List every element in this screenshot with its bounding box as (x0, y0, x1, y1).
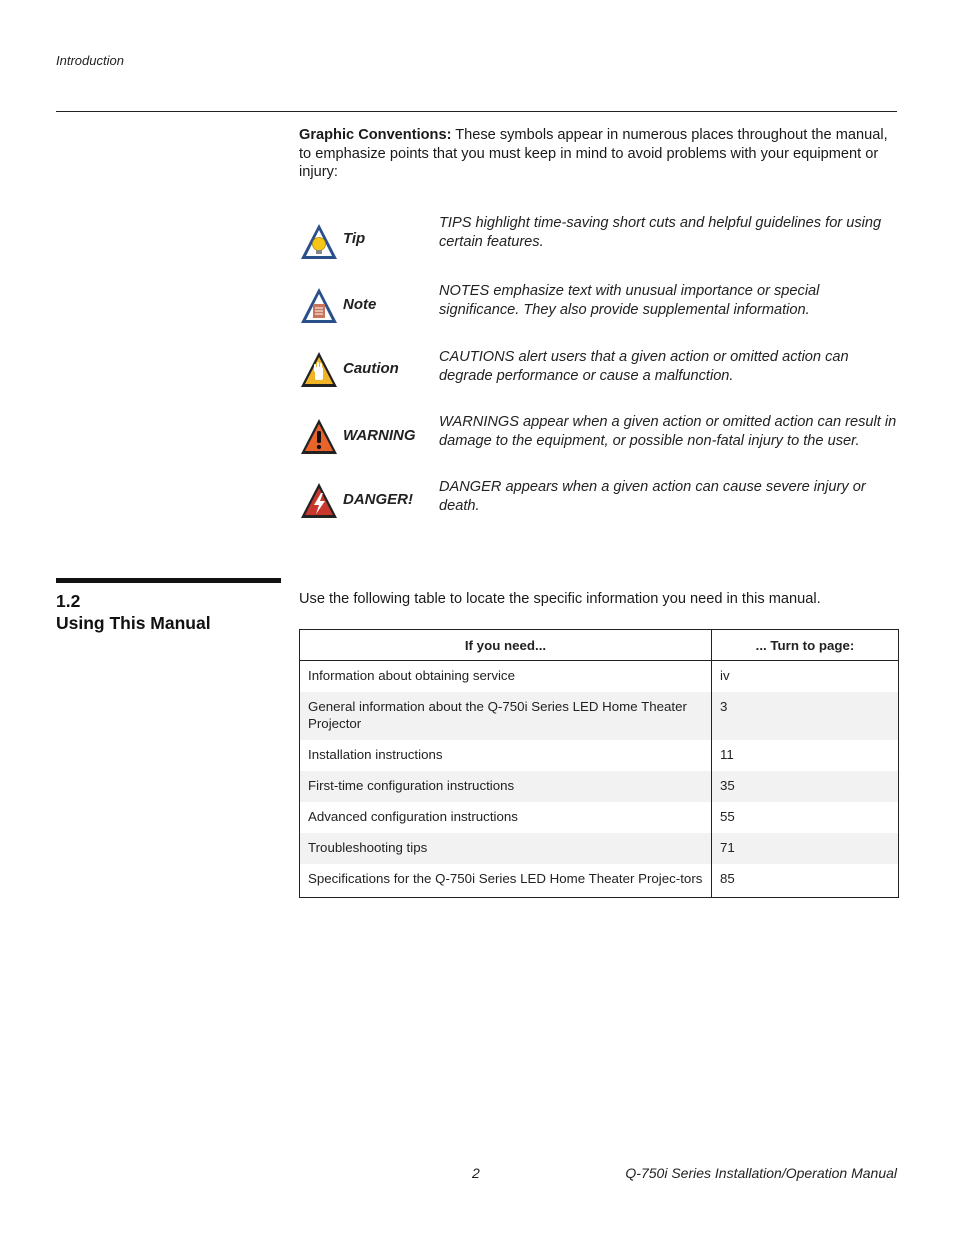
warning-exclamation-icon (299, 417, 339, 457)
manual-title: Q-750i Series Installation/Operation Manual (625, 1165, 897, 1181)
column-header-page: ... Turn to page: (712, 630, 899, 661)
row-need: General information about the Q-750i Series LED Home Theater Projector (300, 692, 712, 740)
table-row (300, 833, 899, 864)
column-header-need: If you need... (300, 630, 712, 661)
running-header: Introduction (56, 53, 124, 68)
note-icon (299, 286, 339, 326)
danger-label: DANGER! (343, 491, 413, 508)
row-page: 11 (720, 747, 734, 762)
row-need: Specifications for the Q-750i Series LED Home Theater Projec-tors (300, 864, 712, 898)
table-row (300, 771, 899, 802)
table-header-row (300, 630, 899, 661)
note-label: Note (343, 296, 377, 313)
tip-label: Tip (343, 230, 366, 247)
caution-description: CAUTIONS alert users that a given action or omitted action can degrade performance or cause a malfunction. (439, 349, 849, 384)
table-intro: Use the following table to locate the specific information you need in this manual. (299, 591, 821, 607)
caution-hand-icon (299, 350, 339, 390)
note-description: NOTES emphasize text with unusual importance or special significance. They also provide supplemental information. (439, 283, 820, 318)
manual-reference-table (299, 629, 899, 898)
tip-description: TIPS highlight time-saving short cuts and helpful guidelines for using certain features. (439, 215, 882, 250)
table-row (300, 864, 899, 898)
row-need: Troubleshooting tips (300, 833, 712, 864)
row-page: 3 (712, 692, 899, 740)
convention-tip (299, 215, 899, 270)
convention-warning (299, 414, 899, 467)
section-bar (56, 578, 281, 583)
convention-danger (299, 481, 899, 531)
row-need: First-time configuration instructions (300, 771, 712, 802)
row-need: Advanced configuration instructions (300, 802, 712, 833)
caution-label: Caution (343, 360, 399, 377)
warning-description: WARNINGS appear when a given action or omitted action can result in damage to the equipment, or possible non-fatal injury to the user. (439, 414, 897, 449)
row-page: 35 (712, 771, 899, 802)
table-row (300, 661, 899, 693)
section-number: 1.2 (56, 591, 81, 611)
row-page: 85 (720, 871, 735, 886)
section-title: Using This Manual (56, 613, 211, 633)
warning-label: WARNING (343, 427, 416, 444)
table-row (300, 692, 899, 740)
danger-lightning-icon (299, 481, 339, 521)
intro-text: These symbols appear in numerous places throughout the manual, to emphasize points that you must keep in mind to avoid problems with your equipment or injury: (299, 127, 888, 181)
row-need: Information about obtaining service (300, 661, 712, 693)
table-row (300, 802, 899, 833)
table-row (300, 740, 899, 771)
row-page: 55 (720, 809, 735, 824)
row-page: 71 (712, 833, 899, 864)
intro-lead: Graphic Conventions: (299, 127, 452, 143)
convention-note (299, 283, 899, 336)
page-number: 2 (472, 1165, 480, 1181)
tip-lightbulb-icon (299, 222, 339, 262)
convention-caution (299, 350, 899, 400)
row-page: iv (720, 668, 730, 683)
graphic-conventions-intro (299, 126, 897, 182)
danger-description: DANGER appears when a given action can cause severe injury or death. (439, 479, 866, 514)
header-rule (56, 111, 897, 112)
row-need: Installation instructions (300, 740, 712, 771)
